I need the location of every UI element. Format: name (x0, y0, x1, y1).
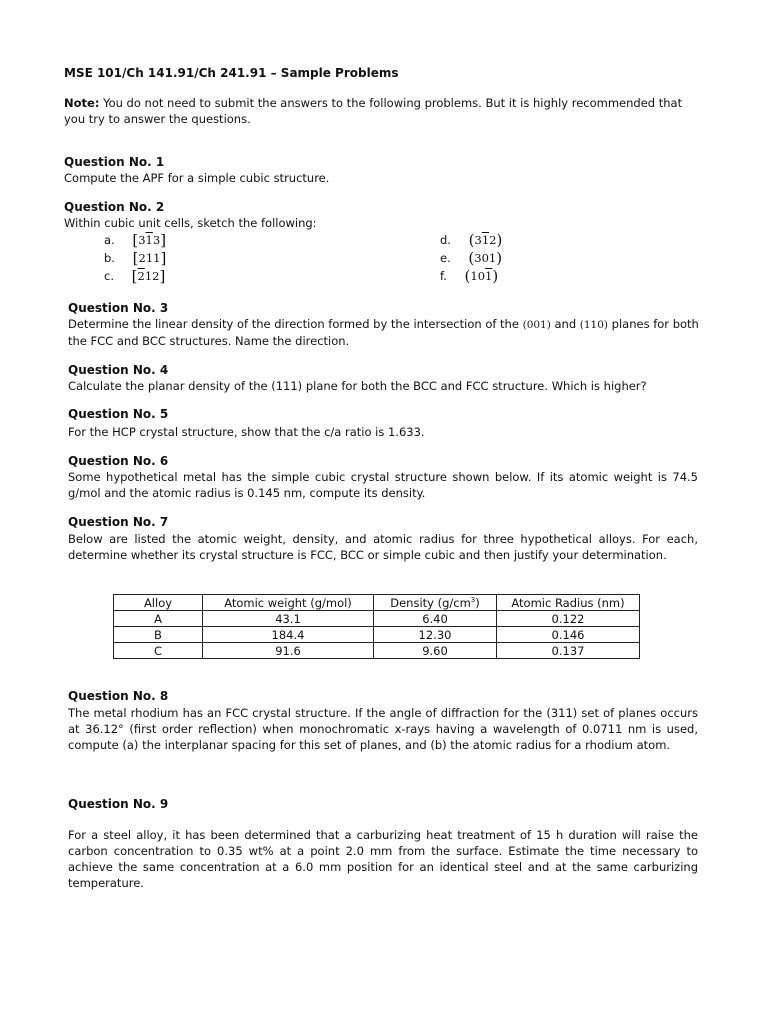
miller-index: [212] (131, 267, 166, 285)
q2-item-f (440, 268, 498, 284)
item-label: e. (440, 251, 451, 265)
q2-item-c (104, 268, 165, 284)
q8-heading: Question No. 8 (68, 689, 169, 703)
table-cell: A (114, 611, 203, 627)
table-row (114, 627, 640, 643)
table-cell: 0.137 (497, 643, 640, 659)
q3-text: Determine the linear density of the direction formed by the intersection of the (001) and (110) planes for both the FCC and BCC structures. Name the direction. (68, 317, 699, 348)
table-cell: C (114, 643, 203, 659)
q6-text: Some hypothetical metal has the simple cubic crystal structure shown below. If its atomic weight is 74.5 g/mol and the atomic radius is 0.145 nm, compute its density. (68, 470, 698, 500)
note-text: You do not need to submit the answers to the following problems. But it is highly recommended that you try to answer the questions. (64, 96, 683, 126)
miller-index: [313] (132, 231, 167, 249)
q5-text: For the HCP crystal structure, show that the c/a ratio is 1.633. (68, 425, 425, 439)
q8-text: The metal rhodium has an FCC crystal structure. If the angle of diffraction for the (311) set of planes occurs at 36.12° (first order reflection) when monochromatic x-rays having a wavelength of 0.0711 nm is used, compute (a) the interplanar spacing for this set of planes, and (b) the atomic radius for a rhodium atom. (68, 706, 698, 752)
note-paragraph (64, 95, 696, 127)
q9-heading: Question No. 9 (68, 797, 169, 811)
table-header-row (114, 595, 640, 611)
table-row (114, 611, 640, 627)
header-cell: Atomic weight (g/mol) (203, 595, 374, 611)
q2-heading: Question No. 2 (64, 200, 165, 214)
miller-index: (101) (464, 267, 499, 285)
table-cell: 0.122 (497, 611, 640, 627)
table-cell: 0.146 (497, 627, 640, 643)
table-cell: 184.4 (203, 627, 374, 643)
item-label: c. (104, 269, 114, 283)
header-cell: Atomic Radius (nm) (497, 595, 640, 611)
q2-item-a (104, 232, 166, 248)
q7-text: Below are listed the atomic weight, density, and atomic radius for three hypothetical alloys. For each, determine whether its crystal structure is FCC, BCC or simple cubic and then justify your determination. (68, 532, 698, 562)
miller-index: (301) (468, 249, 503, 267)
q5-heading: Question No. 5 (68, 407, 169, 421)
q6-heading: Question No. 6 (68, 454, 169, 468)
table-cell: 9.60 (374, 643, 497, 659)
item-label: f. (440, 269, 447, 283)
q4-text: Calculate the planar density of the (111) plane for both the BCC and FCC structure. Which is higher? (68, 379, 647, 393)
q1-text: Compute the APF for a simple cubic structure. (64, 171, 330, 185)
plane-001: (001) (522, 319, 551, 331)
plane-110: (110) (579, 319, 609, 331)
item-label: d. (440, 233, 451, 247)
q2-item-d (440, 232, 502, 248)
q2-item-e (440, 250, 502, 266)
note-label: Note: (64, 96, 100, 110)
header-cell: Density $(g/cm^3)$ (374, 595, 497, 611)
q9-text: For a steel alloy, it has been determined that a carburizing heat treatment of 15 h duration will raise the carbon concentration to 0.35 wt% at a point 2.0 mm from the surface. Estimate the time necessary to achieve the same concentration at a 6.0 mm position for an identical steel and at the same carburizing temperature. (68, 828, 698, 890)
table-cell: 43.1 (203, 611, 374, 627)
table-cell: 12.30 (374, 627, 497, 643)
table-cell: 6.40 (374, 611, 497, 627)
miller-index: [211] (132, 249, 167, 267)
header-cell: Alloy (114, 595, 203, 611)
item-label: b. (104, 251, 115, 265)
table-cell: 91.6 (203, 643, 374, 659)
q7-heading: Question No. 7 (68, 515, 169, 529)
miller-index: (312) (468, 231, 503, 249)
item-label: a. (104, 233, 115, 247)
table-row (114, 643, 640, 659)
q1-heading: Question No. 1 (64, 155, 165, 169)
table-cell: B (114, 627, 203, 643)
q2-item-b (104, 250, 166, 266)
alloy-table (113, 594, 640, 659)
q3-heading: Question No. 3 (68, 301, 169, 315)
document-title: MSE 101/Ch 141.91/Ch 241.91 – Sample Problems (64, 66, 399, 80)
q2-text: Within cubic unit cells, sketch the following: (64, 216, 317, 230)
q4-heading: Question No. 4 (68, 363, 169, 377)
